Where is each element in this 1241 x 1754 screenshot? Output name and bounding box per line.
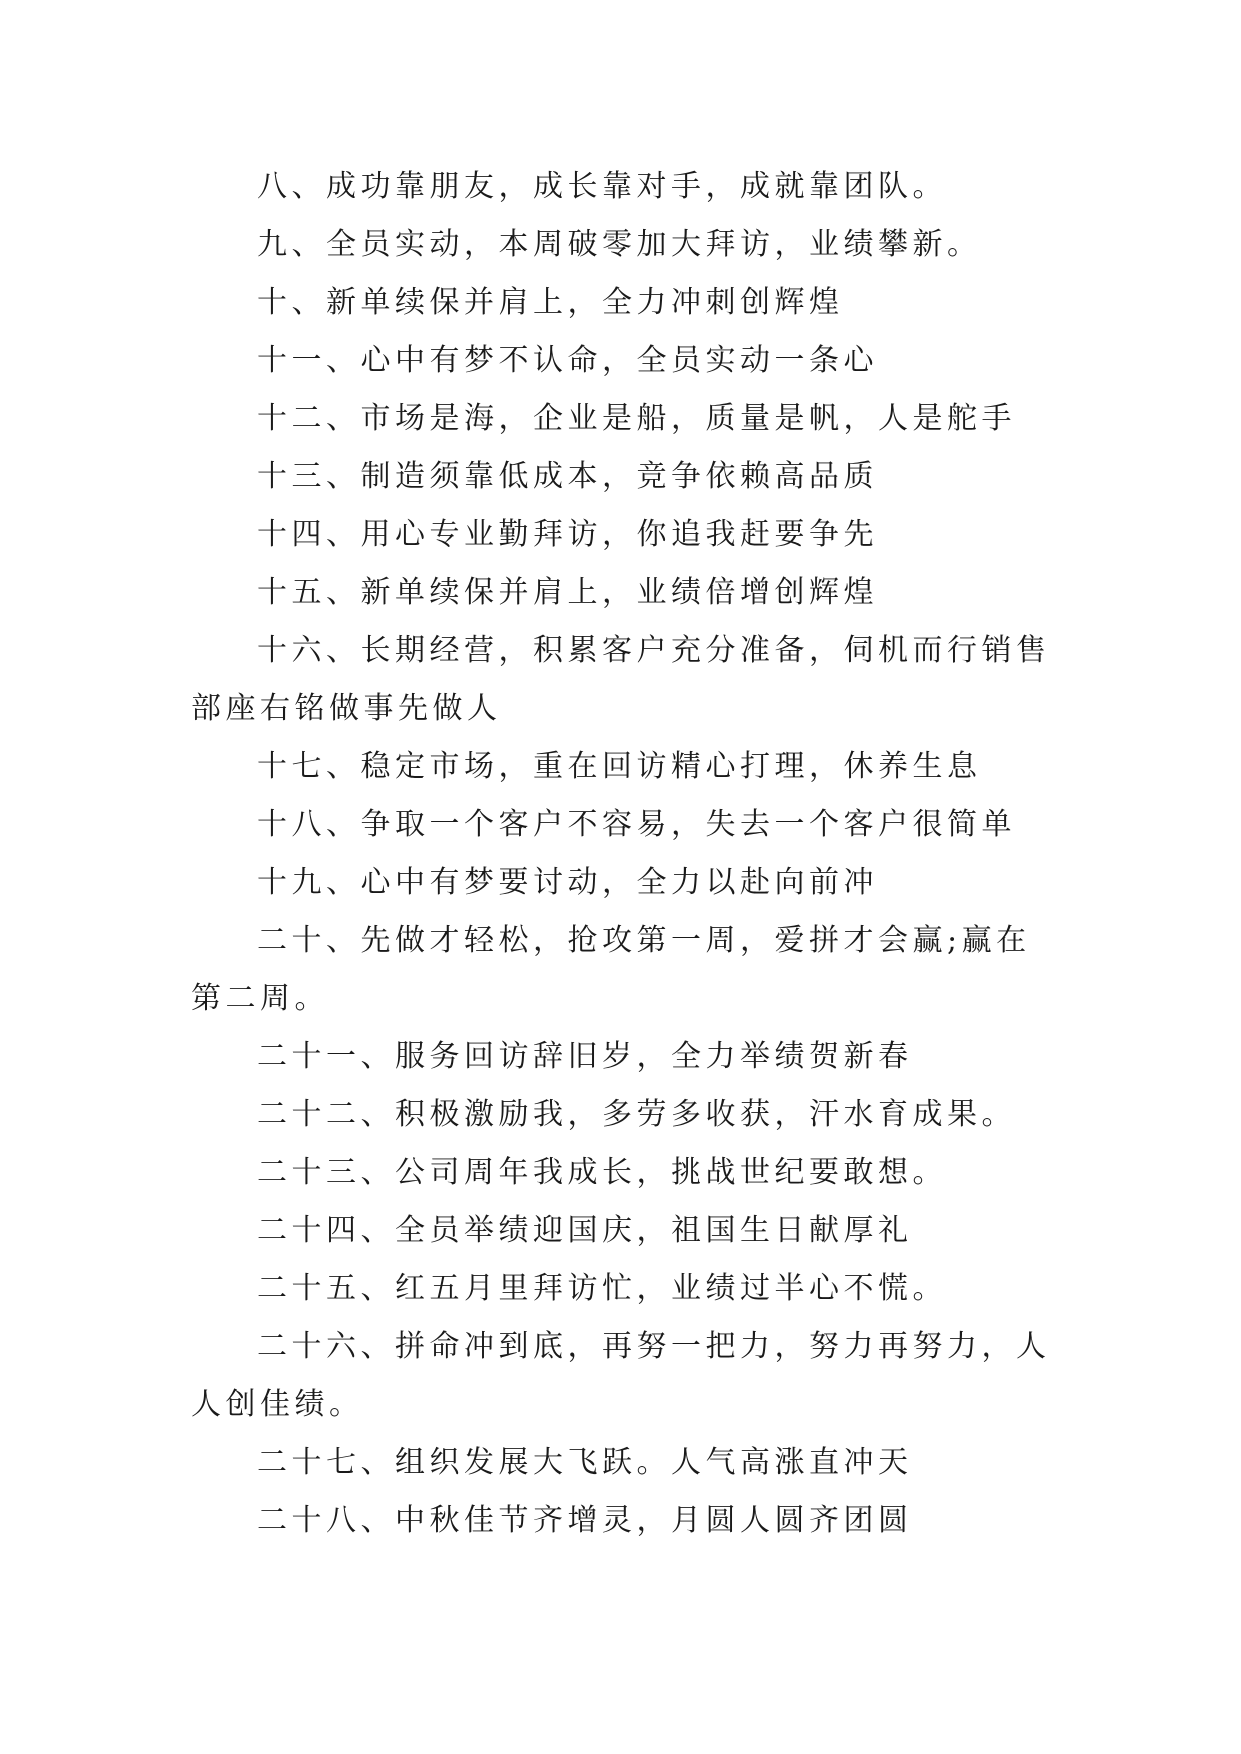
paragraph-11: 十一、心中有梦不认命，全员实动一条心 bbox=[257, 343, 878, 378]
paragraph-8: 八、成功靠朋友，成长靠对手，成就靠团队。 bbox=[257, 169, 947, 204]
paragraph-27: 二十七、组织发展大飞跃。人气高涨直冲天 bbox=[257, 1445, 913, 1480]
paragraph-16: 十六、长期经营，积累客户充分准备，伺机而行销售部座右铭做事先做人 bbox=[191, 633, 1051, 726]
paragraph-19: 十九、心中有梦要讨动，全力以赴向前冲 bbox=[257, 865, 878, 900]
paragraph-28: 二十八、中秋佳节齐增灵，月圆人圆齐团圆 bbox=[257, 1503, 913, 1538]
paragraph-10: 十、新单续保并肩上，全力冲刺创辉煌 bbox=[257, 285, 844, 320]
paragraph-20: 二十、先做才轻松，抢攻第一周，爱拼才会赢;赢在第二周。 bbox=[191, 923, 1031, 1016]
paragraph-23: 二十三、公司周年我成长，挑战世纪要敢想。 bbox=[257, 1155, 947, 1190]
paragraph-14: 十四、用心专业勤拜访，你追我赶要争先 bbox=[257, 517, 878, 552]
paragraph-9: 九、全员实动，本周破零加大拜访，业绩攀新。 bbox=[257, 227, 982, 262]
paragraph-13: 十三、制造须靠低成本，竞争依赖高品质 bbox=[257, 459, 878, 494]
paragraph-26: 二十六、拼命冲到底，再努一把力，努力再努力，人人创佳绩。 bbox=[191, 1329, 1051, 1422]
paragraph-22: 二十二、积极激励我，多劳多收获，汗水育成果。 bbox=[257, 1097, 1016, 1132]
document-body bbox=[191, 158, 1051, 1550]
paragraph-18: 十八、争取一个客户不容易，失去一个客户很简单 bbox=[257, 807, 1016, 842]
paragraph-21: 二十一、服务回访辞旧岁，全力举绩贺新春 bbox=[257, 1039, 913, 1074]
paragraph-25: 二十五、红五月里拜访忙，业绩过半心不慌。 bbox=[257, 1271, 947, 1306]
paragraph-24: 二十四、全员举绩迎国庆，祖国生日献厚礼 bbox=[257, 1213, 913, 1248]
paragraph-17: 十七、稳定市场，重在回访精心打理，休养生息 bbox=[257, 749, 982, 784]
paragraph-15: 十五、新单续保并肩上，业绩倍增创辉煌 bbox=[257, 575, 878, 610]
paragraph-12: 十二、市场是海，企业是船，质量是帆，人是舵手 bbox=[257, 401, 1016, 436]
